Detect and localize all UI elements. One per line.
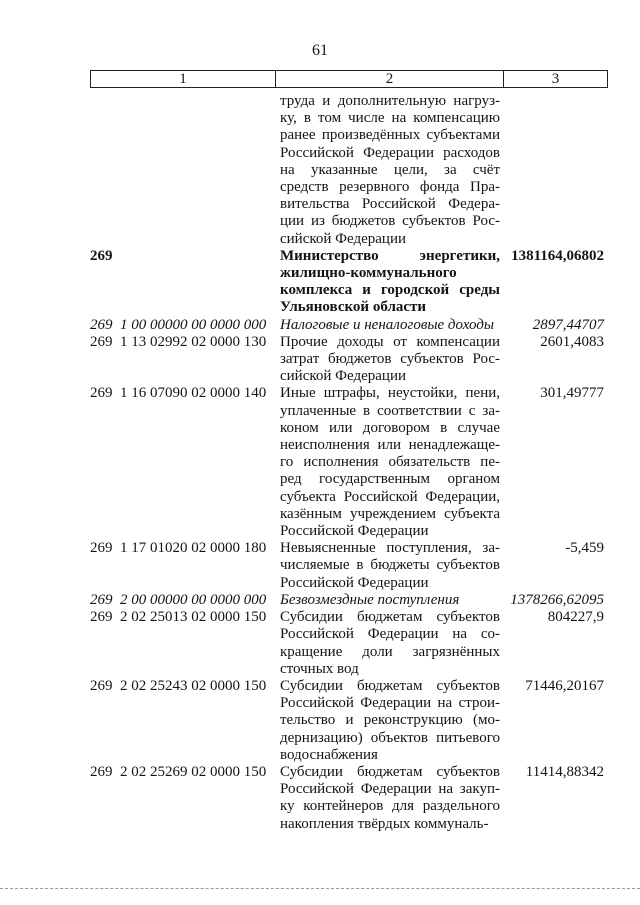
amount-value bbox=[500, 93, 610, 248]
description-line: Субсидии бюджетам субъектов bbox=[280, 763, 500, 780]
description-line: Иные штрафы, неустойки, пени, bbox=[280, 385, 500, 402]
description-line: уплаченные в соответствии с за- bbox=[280, 402, 500, 419]
description-line: тельство и реконструкцию (мо- bbox=[280, 712, 500, 729]
description-line: го исполнения обязательств пе- bbox=[280, 454, 500, 471]
description-line: Прочие доходы от компенсации bbox=[280, 333, 500, 350]
table-row bbox=[90, 248, 610, 317]
income-description bbox=[276, 317, 500, 334]
description-line: водоснабжения bbox=[280, 746, 378, 763]
header-col-2: 2 bbox=[276, 71, 504, 87]
income-description bbox=[276, 592, 500, 609]
table-row bbox=[90, 764, 610, 833]
description-line: неисполнения или ненадлежаще- bbox=[280, 437, 500, 454]
description-line: ку контейнеров для раздельного bbox=[280, 798, 500, 815]
budget-code: 269 2 00 00000 00 0000 000 bbox=[90, 591, 267, 608]
description-line: Российской Федерации на закуп- bbox=[280, 781, 500, 798]
budget-code: 269 1 16 07090 02 0000 140 bbox=[90, 385, 267, 402]
description-line: дернизацию) объектов питьевого bbox=[280, 729, 500, 746]
description-line: сийской Федерации bbox=[280, 230, 407, 247]
table-row bbox=[90, 385, 610, 540]
description-line: Российской Федерации bbox=[280, 523, 429, 540]
description-line: вительства Российской Федера- bbox=[280, 196, 500, 213]
description-line: Российской Федерации на со- bbox=[280, 626, 500, 643]
header-col-3: 3 bbox=[551, 71, 560, 87]
description-line: сточных вод bbox=[280, 660, 359, 677]
income-description bbox=[276, 764, 500, 833]
table-row bbox=[90, 334, 610, 386]
description-line: казённым учреждением субъекта bbox=[280, 505, 500, 522]
description-line: сийской Федерации bbox=[280, 368, 407, 385]
description-line: субъекта Российской Федерации, bbox=[280, 488, 500, 505]
description-line: труда и дополнительную нагруз- bbox=[280, 93, 500, 109]
page-bottom-edge bbox=[0, 888, 640, 889]
description-line: коном или договором в случае bbox=[280, 419, 500, 436]
amount-value: 301,49777 bbox=[540, 385, 604, 402]
description-line: Субсидии бюджетам субъектов bbox=[280, 677, 500, 694]
description-line: Безвозмездные поступления bbox=[280, 591, 460, 608]
budget-code: 269 2 02 25243 02 0000 150 bbox=[90, 677, 267, 694]
amount-value: 1381164,06802 bbox=[511, 247, 604, 264]
income-description bbox=[276, 93, 500, 248]
description-line: Невыясненные поступления, за- bbox=[280, 540, 500, 557]
amount-value: 71446,20167 bbox=[525, 677, 604, 694]
amount-value: -5,459 bbox=[565, 540, 604, 557]
table-row bbox=[90, 678, 610, 764]
table-row bbox=[90, 317, 610, 334]
description-line: ции из бюджетов субъектов Рос- bbox=[280, 213, 500, 230]
description-line: затрат бюджетов субъектов Рос- bbox=[280, 351, 500, 368]
income-description bbox=[276, 248, 500, 317]
description-line: Субсидии бюджетам субъектов bbox=[280, 609, 500, 626]
income-description bbox=[276, 609, 500, 678]
amount-value: 2601,4083 bbox=[540, 333, 604, 350]
amount-value: 804227,9 bbox=[547, 609, 604, 626]
description-line: Российской Федерации расходов bbox=[280, 144, 500, 161]
page-number: 61 bbox=[312, 42, 328, 59]
description-line: на указанные цели, за счёт bbox=[280, 161, 500, 178]
header-col-1: 1 bbox=[91, 71, 276, 87]
description-line: числяемые в бюджеты субъектов bbox=[280, 557, 500, 574]
table-row bbox=[90, 592, 610, 609]
income-description bbox=[276, 334, 500, 386]
budget-code: 269 2 02 25269 02 0000 150 bbox=[90, 763, 267, 780]
description-line: кращение доли загрязнённых bbox=[280, 643, 500, 660]
description-line: Российской Федерации на строи- bbox=[280, 695, 500, 712]
budget-code: 269 1 13 02992 02 0000 130 bbox=[90, 333, 267, 350]
table-row bbox=[90, 609, 610, 678]
income-description bbox=[276, 540, 500, 592]
description-line: ранее произведённых субъектами bbox=[280, 127, 500, 144]
description-line: Налоговые и неналоговые доходы bbox=[280, 316, 495, 333]
table-row bbox=[90, 540, 610, 592]
description-line: ку, в том числе на компенсацию bbox=[280, 110, 500, 127]
budget-code: 269 1 17 01020 02 0000 180 bbox=[90, 540, 267, 557]
table-header bbox=[90, 70, 608, 88]
budget-code bbox=[90, 93, 276, 248]
budget-code: 269 bbox=[90, 247, 113, 264]
description-line: Ульяновской области bbox=[280, 299, 427, 316]
description-line: Российской Федерации bbox=[280, 574, 429, 591]
amount-value: 11414,88342 bbox=[525, 763, 604, 780]
description-line: жилищно-коммунального bbox=[280, 265, 457, 282]
description-line: комплекса и городской среды bbox=[280, 282, 500, 299]
budget-code: 269 1 00 00000 00 0000 000 bbox=[90, 316, 267, 333]
budget-code: 269 2 02 25013 02 0000 150 bbox=[90, 609, 267, 626]
description-line: ред государственным органом bbox=[280, 471, 500, 488]
table-row bbox=[90, 93, 610, 248]
amount-value: 1378266,62095 bbox=[510, 591, 604, 608]
amount-value: 2897,44707 bbox=[532, 316, 604, 333]
income-description bbox=[276, 385, 500, 540]
description-line: накопления твёрдых коммуналь- bbox=[280, 815, 489, 832]
description-line: Министерство энергетики, bbox=[280, 247, 500, 264]
income-description bbox=[276, 678, 500, 764]
description-line: средств резервного фонда Пра- bbox=[280, 179, 500, 196]
table-body bbox=[90, 93, 610, 833]
